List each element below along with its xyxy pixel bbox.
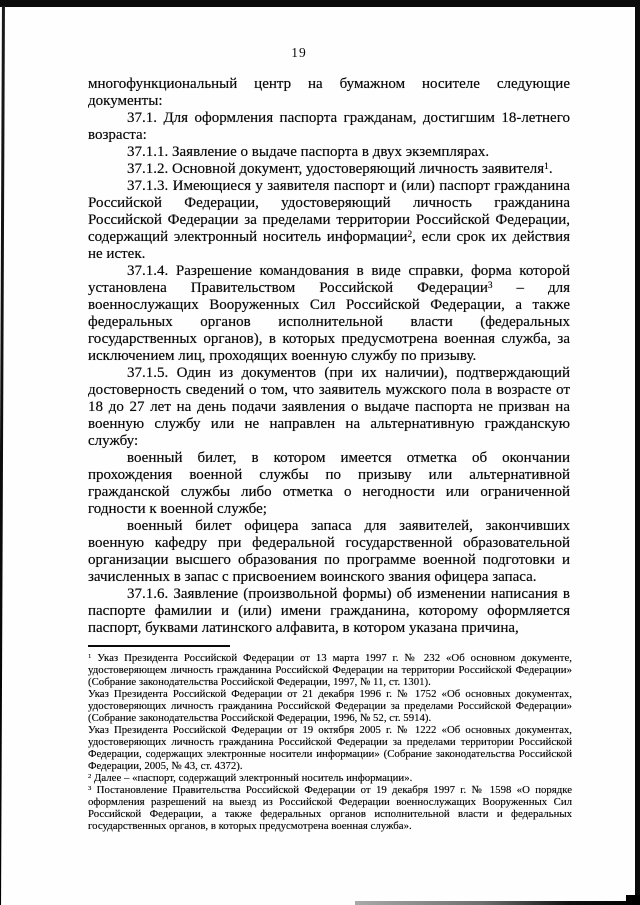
body-paragraph: многофункциональный центр на бумажном носителе следующие документы: bbox=[88, 76, 570, 109]
body-paragraph: 37.1.1. Заявление о выдаче паспорта в двух экземплярах. bbox=[127, 144, 490, 160]
body-paragraph: 37.1.3. Имеющиеся у заявителя паспорт и (или) паспорт гражданина Российской Федерации, удостоверяющий личность гражданина Российской Федерации за пределами территории Российской Федерации, содержащий электронный носитель информации$^2$, если срок их действия не истек. bbox=[88, 178, 570, 262]
footnote: $^2$ Далее – «паспорт, содержащий электронный носитель информации». bbox=[88, 772, 413, 784]
scan-corner-bottom-right bbox=[626, 895, 640, 905]
footnote-reference-superscript: 2 bbox=[407, 229, 413, 240]
footnote-marker-superscript: 3 bbox=[88, 784, 92, 792]
scan-edge-left bbox=[0, 6, 5, 905]
body-paragraph: 37.1.5. Один из документов (при их наличии), подтверждающий достоверность сведений о том, что заявитель мужского пола в возрасте от 18 до 27 лет на день подачи заявления о выдаче паспорта не призван на военную службу или не направлен на альтернативную гражданскую службу: bbox=[88, 365, 570, 449]
body-paragraph: 37.1.6. Заявление (произвольной формы) об изменении написания в паспорте фамилии и (или) имени гражданина, которому оформляется паспорт, буквами латинского алфавита, в котором указана причина, bbox=[88, 586, 570, 636]
body-paragraph: 37.1. Для оформления паспорта гражданам, достигшим 18-летнего возраста: bbox=[88, 110, 570, 143]
footnote-reference-superscript: 3 bbox=[487, 280, 493, 291]
body-paragraph: военный билет, в котором имеется отметка об окончании прохождения военной службы по призыву или альтернативной гражданской службы либо отметка о негодности или ограниченной годности к военной службе; bbox=[88, 450, 570, 517]
body-paragraph: 37.1.2. Основной документ, удостоверяющий личность заявителя$^1$. bbox=[127, 161, 553, 177]
body-paragraph: военный билет офицера запаса для заявителей, закончивших военную кафедру при федеральной государственной образовательной организации высшего образования по программе военной подготовки и зачисленных в запас с присвоением воинского звания офицера запаса. bbox=[88, 518, 570, 585]
footnote: Указ Президента Российской Федерации от 21 декабря 1996 г. № 1752 «Об основных документах, удостоверяющих личность гражданина Российской Федерации за пределами Российской Федерации» (Собрание законодательства Российской Федерации, 1996, № 52, ст. 5914). bbox=[88, 688, 572, 724]
scan-edge-bottom bbox=[355, 901, 640, 905]
scan-edge-right bbox=[635, 0, 640, 905]
page-number: 19 bbox=[291, 45, 307, 60]
footnote: Указ Президента Российской Федерации от 19 октября 2005 г. № 1222 «Об основных документах, удостоверяющих личность гражданина Российской Федерации за пределами территории Российской Федерации, содержащих электронные носители информации» (Собрание законодательства Российской Федерации, 2005, № 43, ст. 4372). bbox=[88, 724, 572, 772]
footnote-marker-superscript: 1 bbox=[88, 652, 92, 660]
footnote-separator bbox=[88, 645, 230, 647]
scan-edge-top bbox=[0, 0, 640, 7]
footnote-marker-superscript: 2 bbox=[88, 772, 92, 780]
footnote: $^3$ Постановление Правительства Российской Федерации от 19 декабря 1997 г. № 1598 «О порядке оформления разрешений на выезд из Российской Федерации военнослужащих Вооруженных Сил Российской Федерации, а также федеральных органов исполнительной власти и федеральных государственных органов, в которых предусмотрена военная служба». bbox=[88, 784, 573, 832]
body-paragraph: 37.1.4. Разрешение командования в виде справки, форма которой установлена Правительством Российской Федерации$^3$ – для военнослужащих Вооруженных Сил Российской Федерации, а также федеральных органов исполнительной власти (федеральных государственных органов), в которых предусмотрена военная служба, за исключением лиц, проходящих военную службу по призыву. bbox=[88, 263, 570, 364]
body-text bbox=[88, 76, 570, 642]
footnote: $^1$ Указ Президента Российской Федерации от 13 марта 1997 г. № 232 «Об основном документе, удостоверяющем личность гражданина Российской Федерации на территории Российской Федерации» (Собрание законодательства Российской Федерации, 1997, № 11, ст. 1301). bbox=[88, 652, 573, 688]
footnotes-block bbox=[88, 652, 572, 832]
footnote-reference-superscript: 1 bbox=[544, 161, 549, 172]
